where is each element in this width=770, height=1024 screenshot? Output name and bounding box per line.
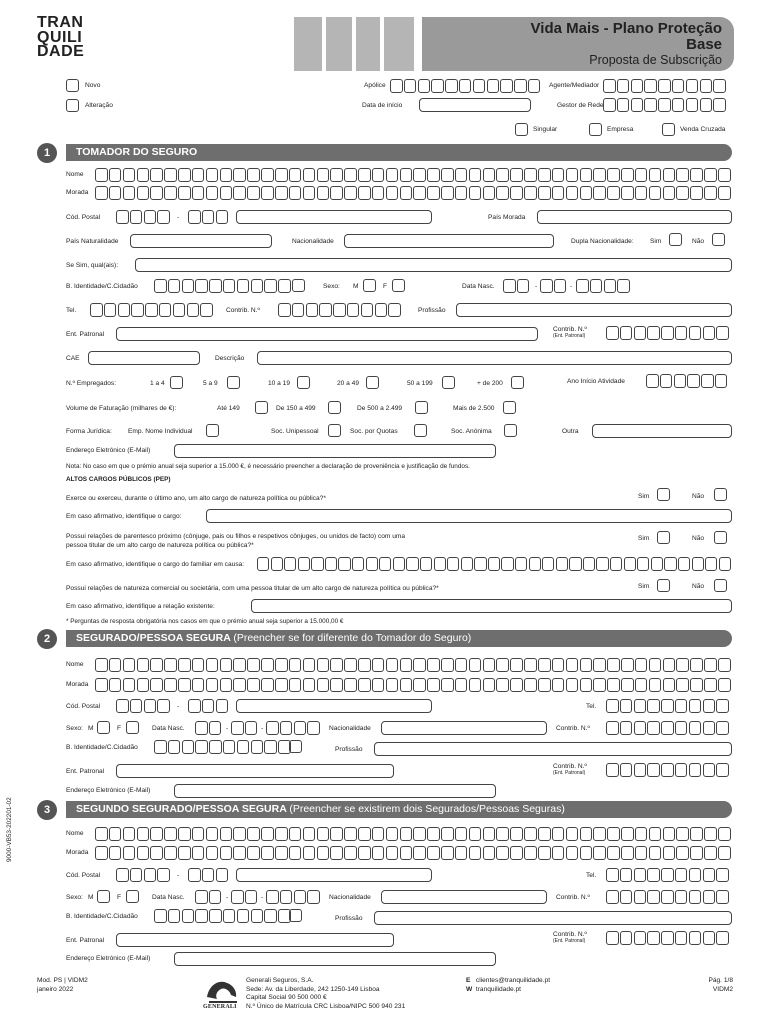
pais-morada-input[interactable] [537,210,732,224]
bi-check-digit[interactable] [292,279,305,292]
apolice-input[interactable] [390,79,542,93]
contrib-label: Contrib. N.º [226,307,260,314]
profissao-input[interactable] [456,303,732,317]
morada-label: Morada [66,189,89,196]
vol2-label: De 150 a 499 [276,405,316,412]
cod-postal-input-2[interactable] [188,210,229,224]
section-3-header [66,801,732,818]
section-2-header [66,630,732,647]
seg2-ent-patronal-input[interactable] [116,933,394,947]
fj5-label: Outra [562,428,579,435]
venda-cruzada-label: Venda Cruzada [680,126,726,133]
seg-contrib-ent-input[interactable] [606,763,730,777]
footer-company: Generali Seguros, S.A. Sede: Av. da Liberdade, 242 1250-149 Lisboa Capital Social 90 500 000 € N.º Único de Matrícula CRC Lisboa/NIPC 500 940 231 [246,977,406,1010]
email-input[interactable] [174,444,496,458]
gestor-label: Gestor de Rede [557,102,604,109]
banner-stripe [356,17,380,71]
nao-label: Não [692,238,705,245]
pep-q2b-text: pessoa titular de um alto cargo de natureza política ou pública?* [66,542,254,549]
pep-q1-text: Exerce ou exerceu, durante o último ano, um alto cargo de natureza política ou pública?* [66,495,326,502]
emp1-checkbox[interactable] [170,376,183,389]
pep-q3a-input[interactable] [251,599,732,613]
segurado2-nome-input[interactable] [95,827,732,841]
alteracao-checkbox[interactable] [66,99,79,112]
data-nasc-dia[interactable] [503,279,531,293]
agente-input[interactable] [603,79,727,93]
section-2-subtitle: (Preencher se for diferente do Tomador do Seguro) [233,632,472,644]
nota-text: Nota: No caso em que o prémio anual seja superior a 15.000 €, é necessário preencher a declaração de proveniência e justificação de fundos. [66,463,470,470]
seg-tel-input[interactable] [606,699,730,713]
seg2-cod-postal-2[interactable] [188,868,229,882]
data-inicio-label: Data de início [362,102,403,109]
contrib-ent-sub-label: (Ent. Patronal) [553,333,586,339]
cod-postal-input-1[interactable] [116,210,171,224]
volume-label: Volume de Faturação (milhares de €): [66,405,177,412]
footer-left: Mod. PS | VIDM2 janeiro 2022 [37,977,88,993]
pep-q3-text: Possui relações de natureza comercial ou societária, com uma pessoa titular de um alto cargo de natureza política ou pública?* [66,585,439,592]
pais-morada-label: País Morada [488,214,526,221]
seg-data-nasc-mes[interactable] [231,721,259,735]
pep-q1a-label: Em caso afirmativo, identifique o cargo: [66,513,182,520]
section-1-number: 1 [37,143,57,163]
vol4-label: Mais de 2.500 [453,405,495,412]
fj1-checkbox[interactable] [206,424,219,437]
fj1-label: Emp. Nome Individual [128,428,193,435]
seg2-sexo-f[interactable] [126,890,139,903]
banner-stripe [384,17,414,71]
pep-q2c-input[interactable] [257,557,732,571]
seg-bi-input[interactable] [154,740,292,754]
sexo-f-checkbox[interactable] [392,279,405,292]
seg-data-nasc-ano[interactable] [266,721,321,735]
seg-localidade-input[interactable] [236,699,432,713]
data-nasc-label: Data Nasc. [462,283,495,290]
pep-q1-nao-checkbox[interactable] [714,488,727,501]
ano-inicio-label: Ano Início Atividade [567,378,625,385]
footer-email[interactable]: clientes@tranquilidade.pt [475,977,551,984]
seg2-email-input[interactable] [174,952,496,966]
singular-label: Singular [533,126,558,133]
banner-stripe [294,17,322,71]
vol1-checkbox[interactable] [255,401,268,414]
alteracao-label: Alteração [85,102,113,109]
seg-contrib-input[interactable] [606,721,730,735]
cod-postal-label: Cód. Postal [66,214,101,221]
seg-profissao-input[interactable] [374,742,732,756]
cae-label: CAE [66,355,80,362]
dupla-sim-checkbox[interactable] [669,233,682,246]
gestor-input[interactable] [603,98,727,112]
footer-page: Pág. 1/8 VIDM2 [708,977,733,993]
data-nasc-mes[interactable] [540,279,568,293]
section-2-title: SEGURADO/PESSOA SEGURA [76,632,231,644]
emp5-label: 50 a 199 [407,380,433,387]
pep-q1-sim-checkbox[interactable] [657,488,670,501]
pep-q2a-text: Possui relações de parentesco próximo (cônjuge, pais ou filhos e respetivos cônjuges, ou unidos de facto) com uma [66,533,406,540]
vol1-label: Até 149 [217,405,240,412]
tomador-nome-input[interactable] [95,168,732,182]
descricao-input[interactable] [257,351,732,365]
seg2-contrib-ent-input[interactable] [606,931,730,945]
banner-stripe [326,17,352,71]
agente-label: Agente/Mediador [549,82,600,89]
emp4-checkbox[interactable] [366,376,379,389]
cae-input[interactable] [88,351,200,365]
apolice-label: Apólice [364,82,386,89]
localidade-input[interactable] [236,210,432,224]
seg-sexo-f[interactable] [126,721,139,734]
title-line2: Base [686,36,722,53]
data-inicio-input[interactable] [419,98,531,112]
fj3-label: Soc. por Quotas [350,428,398,435]
section-1-title: TOMADOR DO SEGURO [76,146,198,158]
tranquilidade-logo: TRAN QUILI DADE [37,14,85,60]
contrib-input[interactable] [278,303,402,317]
singular-checkbox[interactable] [515,123,528,136]
seg2-tel-input[interactable] [606,868,730,882]
empresa-label: Empresa [607,126,634,133]
title-line3: Proposta de Subscrição [589,53,722,67]
seg2-bi-check-digit[interactable] [289,909,302,922]
emp3-checkbox[interactable] [297,376,310,389]
segurado2-morada-input[interactable] [95,846,732,860]
ent-patronal-input[interactable] [116,327,538,341]
descricao-label: Descrição [215,355,245,362]
pep-title: ALTOS CARGOS PÚBLICOS (PEP) [66,476,171,483]
seg2-data-nasc-dia[interactable] [195,890,223,904]
nacionalidade-label: Nacionalidade [292,238,334,245]
fj4-label: Soc. Anónima [451,428,492,435]
seg2-cod-postal-1[interactable] [116,868,171,882]
emp3-label: 10 a 19 [268,380,290,387]
pep-q3-sim-checkbox[interactable] [657,579,670,592]
nacionalidade-input[interactable] [344,234,554,248]
seg-ent-patronal-input[interactable] [116,764,394,778]
novo-checkbox[interactable] [66,79,79,92]
bi-label: B. Identidade/C.Cidadão [66,283,138,290]
contrib-ent-label: Contrib. N.º [553,326,587,333]
section-3-number: 3 [37,800,57,820]
pais-naturalidade-input[interactable] [130,234,272,248]
fj4-checkbox[interactable] [504,424,517,437]
emp1-label: 1 a 4 [150,380,165,387]
pep-q2c-label: Em caso afirmativo, identifique o cargo do familiar em causa: [66,561,245,568]
sexo-m-checkbox[interactable] [363,279,376,292]
empresa-checkbox[interactable] [589,123,602,136]
seg2-profissao-input[interactable] [374,911,732,925]
nome-label: Nome [66,171,84,178]
n-empregados-label: N.º Empregados: [66,380,117,387]
data-nasc-ano[interactable] [576,279,631,293]
section-3-subtitle: (Preencher se existirem dois Segurados/Pessoas Seguras) [289,803,565,815]
fj3-checkbox[interactable] [414,424,427,437]
emp2-label: 5 a 9 [203,380,218,387]
title-box [422,17,734,71]
fj2-label: Soc. Unipessoal [271,428,319,435]
ano-inicio-input[interactable] [646,374,729,388]
emp4-label: 20 a 49 [337,380,359,387]
seg-nacionalidade-input[interactable] [381,721,547,735]
pep-q2-nao-checkbox[interactable] [714,531,727,544]
se-sim-label: Se Sim, qual(ais): [66,262,119,269]
seg-cod-postal-2[interactable] [188,699,229,713]
seg2-bi-input[interactable] [154,909,292,923]
vol2-checkbox[interactable] [328,401,341,414]
dupla-nao-checkbox[interactable] [712,233,725,246]
vol4-checkbox[interactable] [503,401,516,414]
forma-label: Forma Jurídica: [66,428,112,435]
pais-naturalidade-label: País Naturalidade [66,238,119,245]
tomador-morada-input[interactable] [95,186,732,200]
novo-label: Novo [85,82,101,89]
fj2-checkbox[interactable] [328,424,341,437]
seg-email-input[interactable] [174,784,496,798]
venda-cruzada-checkbox[interactable] [662,123,675,136]
seg2-localidade-input[interactable] [236,868,432,882]
pep-q1a-input[interactable] [206,509,732,523]
generali-lion-logo [203,975,241,1013]
seg2-data-nasc-mes[interactable] [231,890,259,904]
bi-input[interactable] [154,279,292,293]
sexo-label: Sexo: [323,283,340,290]
vol3-checkbox[interactable] [415,401,428,414]
segurado-nome-input[interactable] [95,658,732,672]
dash: - [177,214,180,221]
emp2-checkbox[interactable] [227,376,240,389]
title-banner [294,17,734,71]
section-3-title: SEGUNDO SEGURADO/PESSOA SEGURA [76,803,287,815]
tel-label: Tel. [66,307,77,314]
pep-q3a-label: Em caso afirmativo, identifique a relação existente: [66,603,215,610]
emp6-label: + de 200 [477,380,503,387]
m-label: M [353,283,359,290]
emp5-checkbox[interactable] [442,376,455,389]
section-2-number: 2 [37,629,57,649]
footer-web[interactable]: tranquilidade.pt [475,985,521,993]
segurado-morada-input[interactable] [95,678,732,692]
emp6-checkbox[interactable] [511,376,524,389]
vol3-label: De 500 a 2.499 [357,405,403,412]
footer-contacts: E clientes@tranquilidade.pt W tranquilidade.pt [466,977,551,993]
seg2-contrib-input[interactable] [606,890,730,904]
seg-sexo-m[interactable] [97,721,110,734]
se-sim-input[interactable] [135,258,732,272]
dupla-nacionalidade-label: Dupla Nacionalidade: [571,238,634,245]
pep-note: * Perguntas de resposta obrigatória nos casos em que o prémio anual seja superior a 15.000,00 € [66,618,344,625]
profissao-label: Profissão [418,307,446,314]
seg2-nacionalidade-input[interactable] [381,890,547,904]
f-label: F [383,283,388,290]
email-label: Endereço Eletrónico (E-Mail) [66,447,151,454]
seg2-data-nasc-ano[interactable] [266,890,321,904]
form-code-vertical: 9000-VB53-202201-02 [6,797,13,862]
pep-q3-nao-checkbox[interactable] [714,579,727,592]
sim-label: Sim [650,238,662,245]
contrib-ent-input[interactable] [606,326,730,340]
seg-cod-postal-1[interactable] [116,699,171,713]
section-1-header [66,144,732,161]
generali-wordmark: GENERALI [203,1004,237,1010]
tel-input[interactable] [90,303,214,317]
title-line1: Vida Mais - Plano Proteção [530,20,722,37]
seg2-sexo-m[interactable] [97,890,110,903]
fj-outra-input[interactable] [592,424,732,438]
seg-data-nasc-dia[interactable] [195,721,223,735]
ent-patronal-label: Ent. Patronal [66,331,105,338]
seg-bi-check-digit[interactable] [289,740,302,753]
pep-q2-sim-checkbox[interactable] [657,531,670,544]
